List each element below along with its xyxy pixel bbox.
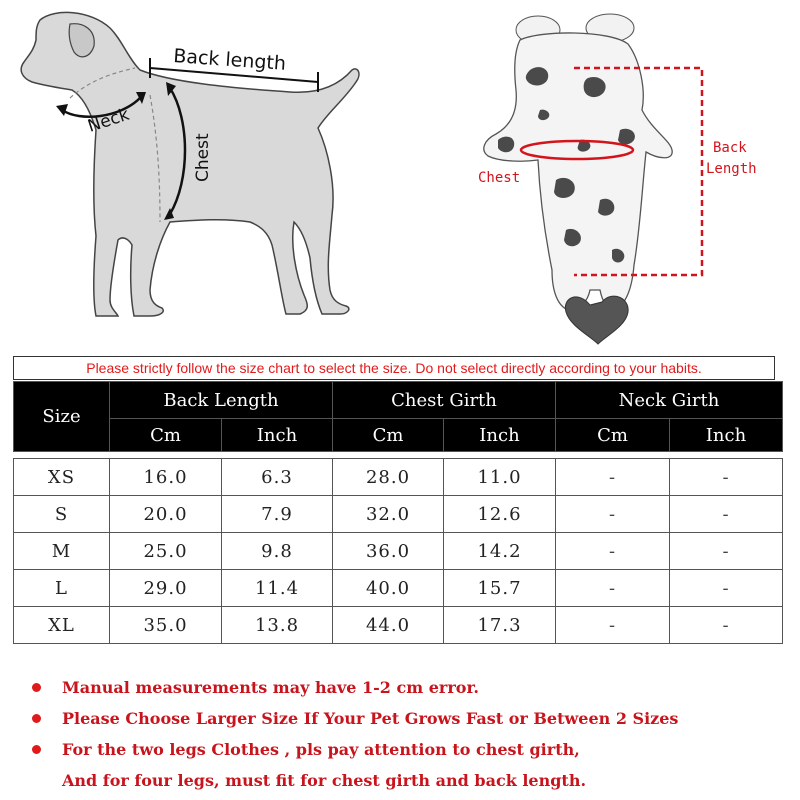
size-column-header: Size bbox=[14, 382, 110, 452]
value-cell: - bbox=[556, 496, 670, 533]
unit-header: Cm bbox=[556, 419, 670, 452]
value-cell: 40.0 bbox=[333, 570, 444, 607]
neck-label: Neck bbox=[85, 104, 132, 137]
size-chart-table bbox=[13, 381, 783, 644]
table-row bbox=[14, 533, 783, 570]
value-cell: 11.4 bbox=[222, 570, 333, 607]
value-cell: 14.2 bbox=[444, 533, 556, 570]
value-cell: 28.0 bbox=[333, 459, 444, 496]
neck-girth-header: Neck Girth bbox=[556, 382, 783, 419]
back-length-header: Back Length bbox=[110, 382, 333, 419]
note-text: Manual measurements may have 1-2 cm error. bbox=[62, 678, 479, 697]
size-cell: XS bbox=[14, 459, 110, 496]
note-item bbox=[30, 703, 790, 734]
value-cell: 44.0 bbox=[333, 607, 444, 644]
value-cell: - bbox=[670, 533, 783, 570]
table-row bbox=[14, 459, 783, 496]
bullet-dot-icon bbox=[32, 745, 41, 754]
value-cell: 7.9 bbox=[222, 496, 333, 533]
value-cell: 32.0 bbox=[333, 496, 444, 533]
size-notice: Please strictly follow the size chart to select the size. Do not select directly according to your habits. bbox=[13, 356, 775, 380]
value-cell: 9.8 bbox=[222, 533, 333, 570]
note-item bbox=[30, 734, 790, 765]
bullet-dot-icon bbox=[32, 683, 41, 692]
value-cell: 17.3 bbox=[444, 607, 556, 644]
note-item bbox=[30, 672, 790, 703]
value-cell: 20.0 bbox=[110, 496, 222, 533]
back-length-label: Back length bbox=[172, 45, 287, 75]
unit-header: Inch bbox=[670, 419, 783, 452]
unit-header: Cm bbox=[333, 419, 444, 452]
note-item-continued bbox=[30, 765, 790, 796]
size-cell: L bbox=[14, 570, 110, 607]
value-cell: 36.0 bbox=[333, 533, 444, 570]
value-cell: 11.0 bbox=[444, 459, 556, 496]
unit-header: Cm bbox=[110, 419, 222, 452]
value-cell: - bbox=[556, 459, 670, 496]
size-cell: M bbox=[14, 533, 110, 570]
measurement-notes bbox=[30, 672, 790, 796]
size-cell: XL bbox=[14, 607, 110, 644]
value-cell: 29.0 bbox=[110, 570, 222, 607]
value-cell: - bbox=[670, 570, 783, 607]
garment-diagram bbox=[420, 0, 800, 345]
chest-label: Chest bbox=[193, 133, 213, 182]
garment-chest-label: Chest bbox=[478, 170, 521, 186]
note-text: And for four legs, must fit for chest girth and back length. bbox=[62, 771, 587, 790]
garment-back-label: Back bbox=[713, 140, 747, 156]
value-cell: - bbox=[670, 607, 783, 644]
table-row bbox=[14, 570, 783, 607]
value-cell: 25.0 bbox=[110, 533, 222, 570]
unit-header: Inch bbox=[222, 419, 333, 452]
value-cell: 35.0 bbox=[110, 607, 222, 644]
value-cell: 6.3 bbox=[222, 459, 333, 496]
size-cell: S bbox=[14, 496, 110, 533]
value-cell: 13.8 bbox=[222, 607, 333, 644]
value-cell: 12.6 bbox=[444, 496, 556, 533]
bullet-dot-icon bbox=[32, 714, 41, 723]
note-text: For the two legs Clothes , pls pay attention to chest girth, bbox=[62, 740, 580, 759]
table-row bbox=[14, 607, 783, 644]
value-cell: - bbox=[670, 496, 783, 533]
table-row bbox=[14, 496, 783, 533]
value-cell: - bbox=[556, 607, 670, 644]
dog-measurement-diagram bbox=[0, 0, 400, 345]
value-cell: - bbox=[670, 459, 783, 496]
value-cell: 16.0 bbox=[110, 459, 222, 496]
unit-header: Inch bbox=[444, 419, 556, 452]
value-cell: 15.7 bbox=[444, 570, 556, 607]
garment-length-label: Length bbox=[706, 161, 757, 177]
value-cell: - bbox=[556, 533, 670, 570]
note-text: Please Choose Larger Size If Your Pet Grows Fast or Between 2 Sizes bbox=[62, 709, 679, 728]
chest-girth-header: Chest Girth bbox=[333, 382, 556, 419]
value-cell: - bbox=[556, 570, 670, 607]
